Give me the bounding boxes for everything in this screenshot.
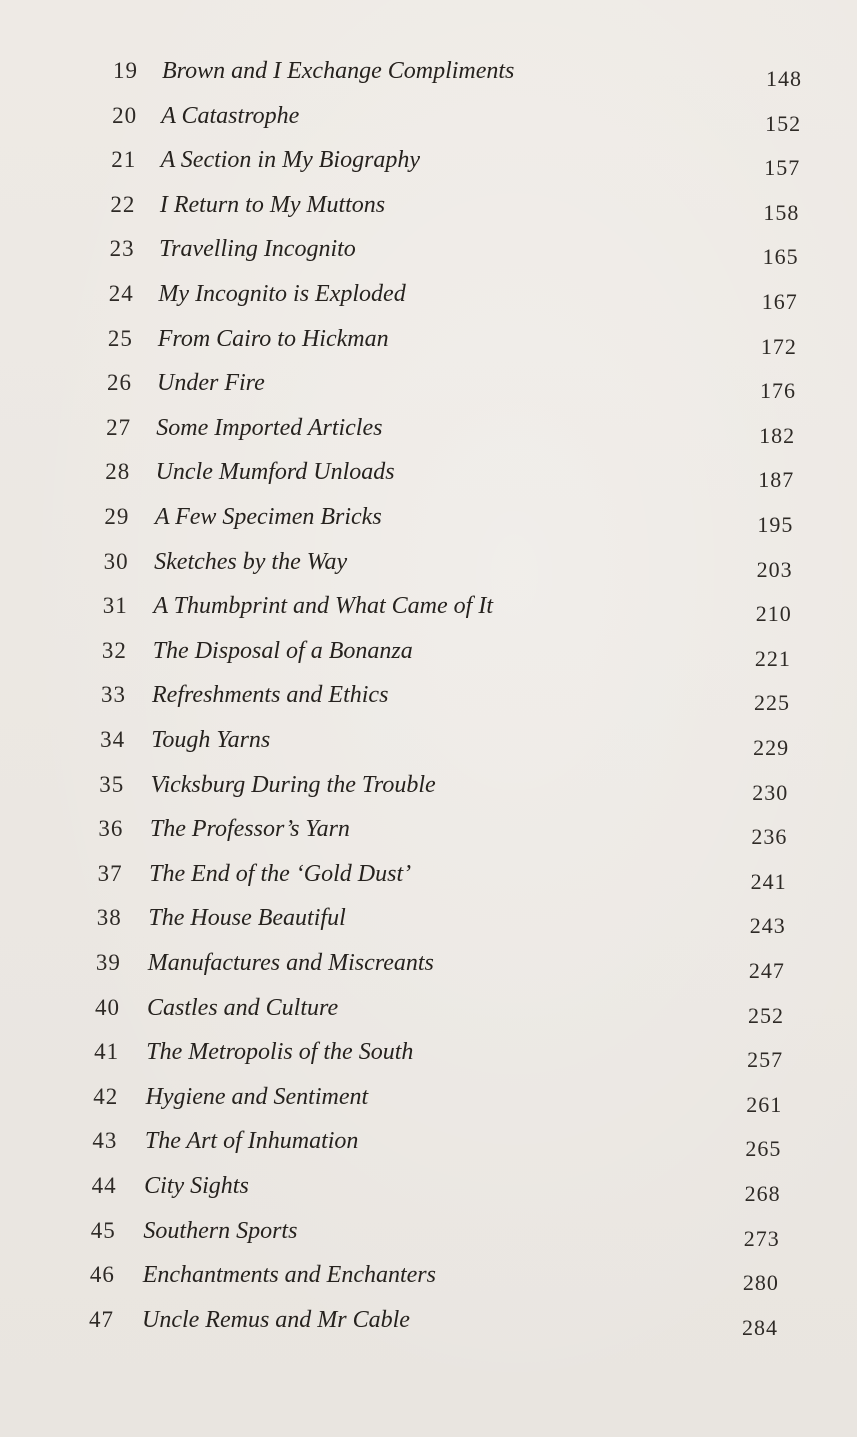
toc-entry bbox=[0, 727, 857, 767]
chapter-title: The Professor’s Yarn bbox=[149, 816, 350, 843]
chapter-number: 22 bbox=[110, 191, 136, 217]
toc-entry bbox=[0, 861, 857, 901]
chapter-number: 31 bbox=[102, 593, 128, 619]
chapter-title: Sketches by the Way bbox=[154, 548, 348, 575]
chapter-number: 42 bbox=[93, 1083, 119, 1109]
chapter-page-number: 261 bbox=[746, 1091, 783, 1117]
chapter-title: A Thumbprint and What Came of It bbox=[153, 593, 493, 620]
chapter-title: I Return to My Muttons bbox=[159, 191, 386, 218]
chapter-page-number: 158 bbox=[763, 199, 800, 225]
toc-entry bbox=[0, 281, 857, 321]
chapter-page-number: 280 bbox=[742, 1270, 779, 1296]
chapter-page-number: 257 bbox=[747, 1047, 784, 1073]
toc-entry bbox=[0, 1039, 857, 1079]
toc-entry bbox=[0, 370, 857, 410]
chapter-page-number: 195 bbox=[757, 512, 794, 537]
chapter-title: A Catastrophe bbox=[161, 102, 300, 129]
chapter-page-number: 268 bbox=[744, 1181, 781, 1206]
chapter-number: 25 bbox=[107, 325, 133, 351]
chapter-title: A Section in My Biography bbox=[160, 147, 421, 174]
chapter-title: Uncle Remus and Mr Cable bbox=[142, 1306, 410, 1333]
chapter-page-number: 230 bbox=[752, 779, 789, 805]
chapter-page-number: 236 bbox=[751, 824, 788, 850]
chapter-page-number: 229 bbox=[753, 735, 790, 760]
toc-entry bbox=[0, 192, 857, 232]
chapter-title: My Incognito is Exploded bbox=[158, 281, 406, 307]
chapter-number: 20 bbox=[112, 102, 138, 128]
toc-entry bbox=[0, 1307, 857, 1347]
toc-entry bbox=[0, 638, 857, 678]
chapter-title: Manufactures and Miscreants bbox=[147, 950, 434, 976]
toc-entry bbox=[0, 682, 857, 722]
chapter-page-number: 152 bbox=[765, 110, 802, 136]
chapter-title: City Sights bbox=[144, 1173, 249, 1199]
chapter-number: 32 bbox=[101, 637, 127, 663]
chapter-page-number: 247 bbox=[748, 958, 785, 983]
chapter-number: 38 bbox=[96, 905, 122, 931]
toc-entry bbox=[0, 58, 857, 98]
chapter-title: Hygiene and Sentiment bbox=[145, 1083, 369, 1110]
chapter-title: A Few Specimen Bricks bbox=[154, 504, 382, 530]
chapter-number: 44 bbox=[91, 1173, 117, 1198]
chapter-page-number: 265 bbox=[745, 1136, 782, 1162]
chapter-number: 41 bbox=[94, 1039, 120, 1065]
chapter-page-number: 148 bbox=[766, 66, 802, 91]
chapter-title: Refreshments and Ethics bbox=[152, 682, 389, 709]
chapter-number: 23 bbox=[109, 236, 135, 262]
chapter-page-number: 182 bbox=[759, 422, 796, 448]
chapter-title: The Metropolis of the South bbox=[146, 1039, 414, 1066]
toc-entry bbox=[0, 1218, 857, 1258]
chapter-page-number: 176 bbox=[760, 378, 796, 404]
toc-entry bbox=[0, 549, 857, 589]
chapter-title: Under Fire bbox=[157, 370, 265, 397]
chapter-number: 29 bbox=[104, 504, 130, 529]
chapter-page-number: 172 bbox=[760, 333, 797, 359]
chapter-page-number: 273 bbox=[743, 1225, 780, 1251]
toc-entry bbox=[0, 326, 857, 366]
chapter-page-number: 167 bbox=[761, 289, 798, 314]
chapter-page-number: 284 bbox=[742, 1314, 778, 1340]
chapter-title: From Cairo to Hickman bbox=[157, 325, 389, 352]
chapter-page-number: 252 bbox=[748, 1002, 784, 1028]
chapter-page-number: 225 bbox=[754, 690, 790, 716]
toc-entry bbox=[0, 1173, 857, 1213]
chapter-title: Tough Yarns bbox=[151, 727, 271, 753]
chapter-number: 26 bbox=[107, 370, 132, 396]
chapter-number: 19 bbox=[113, 58, 138, 83]
chapter-number: 43 bbox=[92, 1128, 118, 1154]
chapter-title: Brown and I Exchange Compliments bbox=[162, 58, 515, 84]
chapter-title: Vicksburg During the Trouble bbox=[150, 771, 436, 798]
chapter-number: 28 bbox=[105, 459, 131, 485]
chapter-title: The House Beautiful bbox=[148, 905, 346, 932]
chapter-page-number: 187 bbox=[758, 467, 795, 493]
chapter-number: 27 bbox=[106, 414, 132, 440]
toc-entry bbox=[0, 147, 857, 187]
chapter-number: 47 bbox=[89, 1306, 114, 1332]
chapter-page-number: 241 bbox=[750, 868, 787, 894]
toc-entry bbox=[0, 950, 857, 990]
toc-entry bbox=[0, 816, 857, 856]
chapter-number: 40 bbox=[95, 994, 120, 1020]
toc-entry bbox=[0, 593, 857, 633]
chapter-title: Uncle Mumford Unloads bbox=[155, 459, 395, 486]
chapter-title: Travelling Incognito bbox=[159, 236, 356, 263]
toc-entry bbox=[0, 1262, 857, 1302]
chapter-number: 39 bbox=[95, 950, 121, 975]
chapter-page-number: 157 bbox=[764, 155, 801, 181]
chapter-title: Castles and Culture bbox=[147, 994, 339, 1021]
chapter-title: The Disposal of a Bonanza bbox=[152, 637, 413, 664]
chapter-page-number: 165 bbox=[762, 244, 799, 270]
chapter-number: 37 bbox=[97, 860, 123, 886]
chapter-number: 21 bbox=[111, 147, 137, 173]
chapter-page-number: 243 bbox=[749, 913, 786, 939]
chapter-number: 35 bbox=[99, 771, 125, 797]
chapter-title: The Art of Inhumation bbox=[144, 1128, 359, 1155]
chapter-number: 36 bbox=[98, 816, 124, 842]
chapter-number: 46 bbox=[89, 1262, 115, 1288]
chapter-number: 24 bbox=[108, 281, 134, 306]
toc-entry bbox=[0, 1128, 857, 1168]
chapter-number: 30 bbox=[103, 548, 129, 574]
toc-entry bbox=[0, 905, 857, 945]
chapter-title: Some Imported Articles bbox=[156, 414, 383, 441]
toc-entry bbox=[0, 504, 857, 544]
toc-entry bbox=[0, 1084, 857, 1124]
chapter-title: Enchantments and Enchanters bbox=[142, 1262, 436, 1289]
toc-entry bbox=[0, 415, 857, 455]
toc-entry bbox=[0, 459, 857, 499]
chapter-page-number: 221 bbox=[754, 645, 791, 671]
chapter-number: 34 bbox=[100, 727, 126, 752]
chapter-number: 45 bbox=[90, 1217, 116, 1243]
toc-entry bbox=[0, 772, 857, 812]
chapter-page-number: 203 bbox=[756, 556, 793, 582]
chapter-title: Southern Sports bbox=[143, 1217, 298, 1244]
chapter-number: 33 bbox=[101, 682, 126, 708]
chapter-page-number: 210 bbox=[755, 601, 792, 627]
chapter-title: The End of the ‘Gold Dust’ bbox=[149, 860, 412, 887]
toc-entry bbox=[0, 103, 857, 143]
toc-entry bbox=[0, 995, 857, 1035]
toc-entry bbox=[0, 236, 857, 276]
